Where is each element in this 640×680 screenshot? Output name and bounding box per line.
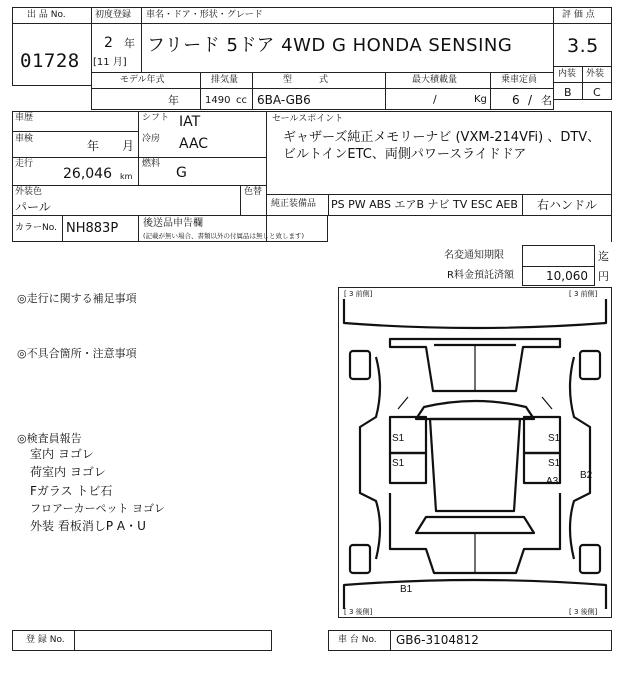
- interior-grade-label: 内装: [558, 69, 577, 79]
- inspector-item-4: フロアーカーペット ヨゴレ: [30, 502, 165, 515]
- vehicle-type: 6BA-GB6: [257, 93, 311, 107]
- grade-label: 評 価 点: [562, 10, 595, 20]
- damage-right-side: B2: [580, 470, 593, 481]
- first-reg-year-unit: 年: [124, 37, 135, 50]
- shaken-label: 車検: [15, 134, 34, 144]
- shaken-year-unit: 年: [87, 139, 100, 153]
- capacity-sep: /: [528, 93, 533, 107]
- inspector-item-2: 荷室内 ヨゴレ: [30, 465, 106, 479]
- shaken-month-unit: 月: [122, 139, 135, 153]
- ac-label: 冷房: [142, 134, 161, 144]
- model-description: フリード 5ドア 4WD G HONDA SENSING: [147, 35, 513, 56]
- sales-point-line-2: ビルトインETC、両側パワースライドドア: [283, 147, 527, 162]
- equipment-label: 純正装備品: [271, 199, 317, 209]
- recycle-unit: 円: [598, 270, 609, 283]
- bracket-front-right: [ 3 前側]: [569, 290, 598, 298]
- color-no: NH883P: [66, 221, 119, 236]
- damage-left-door-front: S1: [392, 433, 405, 444]
- reg-no-label: 登 録 No.: [26, 635, 65, 645]
- aftermarket-field: [266, 215, 328, 242]
- mileage-unit: km: [120, 172, 133, 181]
- aftermarket-label: 後送品申告欄: [143, 218, 203, 229]
- inspector-item-5: 外装 看板消しP A・U: [30, 519, 146, 533]
- model-year-unit: 年: [168, 94, 179, 107]
- model-year-label: モデル年式: [120, 75, 165, 85]
- history-label: 車歴: [15, 113, 34, 123]
- damage-right-rear-panel: A3: [546, 476, 559, 487]
- inspector-report-label: ◎検査員報告: [17, 432, 82, 445]
- chassis-no-label: 車 台 No.: [338, 635, 377, 645]
- chassis-no: GB6-3104812: [396, 633, 479, 647]
- capacity-unit: 名: [541, 94, 552, 107]
- capacity-label: 乗車定員: [501, 75, 538, 85]
- first-reg-month: [11 月]: [93, 57, 127, 68]
- air-conditioning: AAC: [179, 136, 209, 152]
- mileage-label: 走行: [15, 159, 34, 169]
- color-change-label: 色替: [244, 187, 263, 197]
- sales-points-label: セールスポイント: [272, 114, 344, 124]
- bracket-front-left: [ 3 前側]: [344, 290, 373, 298]
- damage-rear-bumper: B1: [400, 584, 413, 595]
- damage-left-door-rear: S1: [392, 458, 405, 469]
- max-load-unit: Kg: [474, 94, 487, 105]
- displacement-unit: cc: [236, 95, 247, 106]
- mileage: 26,046: [63, 166, 112, 182]
- lot-no: 01728: [20, 50, 80, 72]
- defects-label: ◎不具合箇所・注意事項: [17, 347, 137, 360]
- exterior-grade-label: 外装: [586, 69, 605, 79]
- model-desc-label: 車名・ドア・形状・グレード: [146, 10, 263, 20]
- lot-no-label: 出 品 No.: [27, 10, 66, 20]
- first-reg-label: 初度登録: [95, 10, 132, 20]
- capacity: 6: [512, 93, 520, 107]
- displacement: 1490: [205, 95, 231, 106]
- interior-grade: B: [564, 86, 572, 99]
- max-load: /: [433, 93, 437, 106]
- car-outline: [338, 287, 612, 618]
- equipment-list: PS PW ABS エアB ナビ TV ESC AEB: [331, 198, 518, 211]
- bracket-rear-right: [ 3 後側]: [569, 608, 598, 616]
- color-no-label: カラーNo.: [15, 223, 57, 233]
- damage-right-door-front: S1: [548, 433, 561, 444]
- deadline-unit: 迄: [598, 250, 609, 263]
- max-load-label: 最大積載量: [412, 75, 458, 85]
- sales-point-line-1: ギャザーズ純正メモリーナビ (VXM-214VFi) 、DTV、: [283, 130, 601, 145]
- exterior-grade: C: [593, 86, 601, 99]
- aftermarket-blank: [327, 215, 612, 242]
- fuel: G: [176, 165, 187, 181]
- damage-right-door-rear: S1: [548, 458, 561, 469]
- inspector-item-3: Fガラス トビ石: [30, 484, 113, 498]
- deadline-field[interactable]: [522, 245, 595, 267]
- recycle-label: R料金預託済額: [447, 270, 514, 281]
- aftermarket-note: (記載が無い場合、書類以外の付属品は無しと致します): [143, 232, 305, 240]
- bracket-rear-left: [ 3 後側]: [344, 608, 373, 616]
- steering-side: 右ハンドル: [537, 198, 598, 212]
- fuel-label: 燃料: [142, 159, 161, 169]
- displacement-label: 排気量: [211, 75, 239, 85]
- type-label: 型 式: [283, 75, 329, 85]
- inspector-item-1: 室内 ヨゴレ: [30, 447, 94, 461]
- shift: IAT: [179, 114, 201, 130]
- first-reg-year: 2: [104, 35, 113, 51]
- overall-grade: 3.5: [567, 35, 599, 57]
- driving-remarks-label: ◎走行に関する補足事項: [17, 292, 137, 305]
- exterior-color-label: 外装色: [15, 187, 43, 197]
- shift-label: シフト: [142, 113, 170, 123]
- deadline-label: 名変通知期限: [444, 250, 504, 261]
- recycle-amount: 10,060: [546, 269, 588, 283]
- exterior-color: パール: [15, 200, 51, 214]
